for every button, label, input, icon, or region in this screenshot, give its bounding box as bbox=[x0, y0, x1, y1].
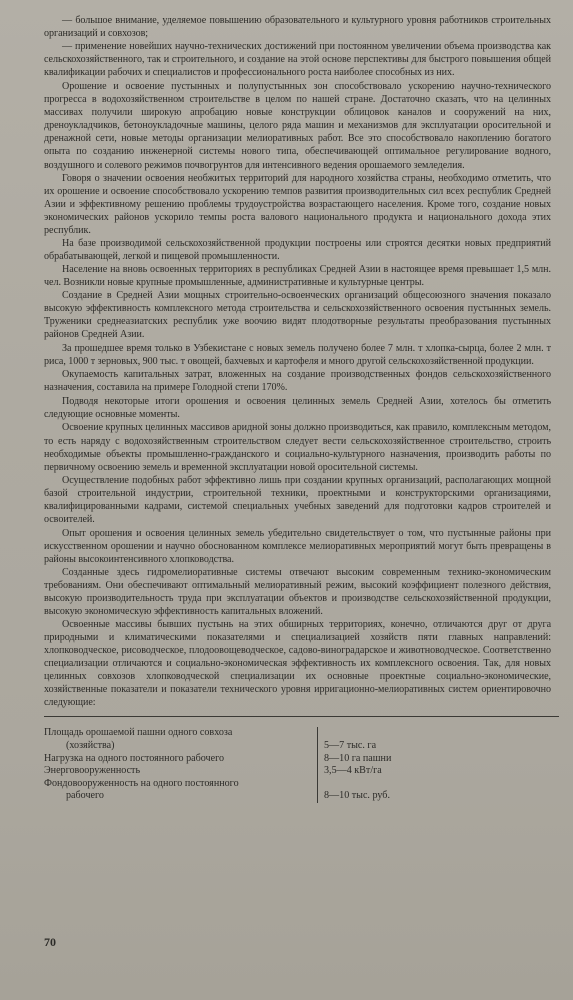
paragraph: Говоря о значении освоения необжитых территорий для народного хозяйства страны, необходимо отметить, что их орошение и освоение способствовало ускорению темпов развития производительных сил всех республик Средней Азии и эффективному решению проблемы трудоустройства возрастающего населения. Кроме того, создание новых экономических районов ускорило темпы роста валового национального продукта и национального дохода этих республик. bbox=[44, 172, 551, 236]
paragraph: Освоение крупных целинных массивов аридной зоны должно производиться, как правило, комплексным методом, то есть наряду с водохозяйственным строительством следует вести сельскохозяйственное строительство, строить необходимые объекты промышленно-гражданского и социально-культурного назначения, производить работы по первичному освоению земель и временной эксплуатации новой оросительной системы. bbox=[44, 422, 551, 473]
row-label-continued: (хозяйства) bbox=[66, 740, 115, 752]
row-value: 8—10 га пашни bbox=[324, 752, 392, 764]
paragraph: За прошедшее время только в Узбекистане с новых земель получено более 7 млн. т хлопка-сырца, более 2 млн. т риса, 1000 т зерновых, 900 тыс. т овощей, бахчевых и картофеля и много другой сельскохозяйственной продукции. bbox=[44, 343, 551, 368]
paragraph: Подводя некоторые итоги орошения и освоения целинных земель Средней Азии, хотелось бы отметить следующие основные моменты. bbox=[44, 396, 551, 421]
indicators-table bbox=[44, 727, 544, 803]
table-row bbox=[44, 727, 544, 752]
row-label-continued: рабочего bbox=[66, 790, 104, 802]
table-row bbox=[44, 753, 544, 766]
paragraph: — применение новейших научно-технических достижений при постоянном увеличении объема производства как сельскохозяйственного, так и строительного, и создание на этой основе перспективы для быстрого повышения общей квалификации рабочих и специалистов и профессионального роста наиболее способных из них. bbox=[44, 41, 551, 79]
table-row bbox=[44, 778, 544, 803]
paragraph: Окупаемость капитальных затрат, вложенных на создание производственных фондов сельскохозяйственного назначения, составила на примере Голодной степи 170%. bbox=[44, 369, 551, 394]
table-row bbox=[44, 765, 544, 778]
paragraph: Орошение и освоение пустынных и полупустынных зон способствовало ускорению научно-технического прогресса в водохозяйственном строительстве в целом по нашей стране. Достаточно сказать, что на целинных массивах получили широкую апробацию новые конструкции облицовок каналов и сооружений на них, дреноукладчиков, бетоноукладочные машины, целого ряда машин и механизмов для эксплуатации оросительной и дренажной сети, новые методы организации мелиоративных работ. Все это способствовало накоплению богатого опыта по созданию инженерной системы нового типа, обеспечивающей оптимальное регулирование водного, воздушного и солевого режимов почвогрунтов для интенсивного ведения орошаемого земледелия. bbox=[44, 81, 551, 171]
page-number: 70 bbox=[44, 935, 56, 949]
row-label: Энерговооруженность bbox=[44, 765, 141, 777]
row-label: Площадь орошаемой пашни одного совхоза bbox=[44, 727, 233, 739]
row-label: Фондовооруженность на одного постоянного bbox=[44, 777, 239, 789]
row-label: Нагрузка на одного постоянного рабочего bbox=[44, 752, 225, 764]
row-value: 5—7 тыс. га bbox=[324, 740, 377, 752]
paragraph: Созданные здесь гидромелиоративные системы отвечают высоким современным технико-экономическим требованиям. Они обеспечивают оптимальный мелиоративный режим, высокий коэффициент полезного действия, высокую производительность труда при эксплуатации объектов и производстве сельскохозяйственной продукции, высокую экономическую эффективность капитальных вложений. bbox=[44, 566, 551, 618]
paragraph: На базе производимой сельскохозяйственной продукции построены или строятся десятки новых предприятий обрабатывающей, легкой и пищевой промышленности. bbox=[44, 237, 551, 262]
paragraph: Население на вновь освоенных территориях в республиках Средней Азии в настоящее время превышает 1,5 млн. чел. Возникли новые крупные промышленные, административные и культурные центры. bbox=[44, 263, 551, 288]
row-value: 3,5—4 кВт/га bbox=[324, 765, 382, 777]
paragraph: Опыт орошения и освоения целинных земель убедительно свидетельствует о том, что пустынные районы при искусственном орошении и научно обоснованном комплексе мелиоративных мероприятий могут быть превращены в районы высокоинтенсивного хлопководства. bbox=[44, 527, 551, 565]
paragraph: Создание в Средней Азии мощных строительно-освоенческих организаций общесоюзного значения показало высокую эффективность комплексного метода строительства и сельскохозяйственного освоения пустынных земель. Труженики среднеазиатских республик уже воочию видят плодотворные результаты преобразования пустынных районов Средней Азии. bbox=[44, 289, 551, 341]
paragraph: Осуществление подобных работ эффективно лишь при создании крупных организаций, располагающих мощной базой строительной индустрии, строительной техники, проектными и конструкторскими организациями, квалифицированными кадрами, системой специальных учебных заведений для подготовки кадров строителей и освоителей. bbox=[44, 474, 551, 525]
row-value: 8—10 тыс. руб. bbox=[324, 790, 390, 802]
body-text bbox=[44, 14, 551, 709]
paragraph: Освоенные массивы бывших пустынь на этих обширных территориях, конечно, отличаются друг от друга природными и климатическими показателями и специализацией хозяйств пяти главных направлений: хлопководческое, рисоводческое, плодоовощеводческое, садово-виноградарское и животноводческое. Соответственно специализации отличаются и социально-экономическая эффективность их комплексного освоения. Так, для новых целинных совхозов хлопководческой специализации их основные проектные социально-экономические, хозяйственные показатели и показатели технического уровня ирригационно-мелиоративных систем ориентировочно следующие: bbox=[44, 619, 551, 709]
table-top-rule bbox=[44, 716, 559, 717]
paragraph: — большое внимание, уделяемое повышению образовательного и культурного уровня работников строительных организаций и совхозов; bbox=[44, 15, 551, 40]
